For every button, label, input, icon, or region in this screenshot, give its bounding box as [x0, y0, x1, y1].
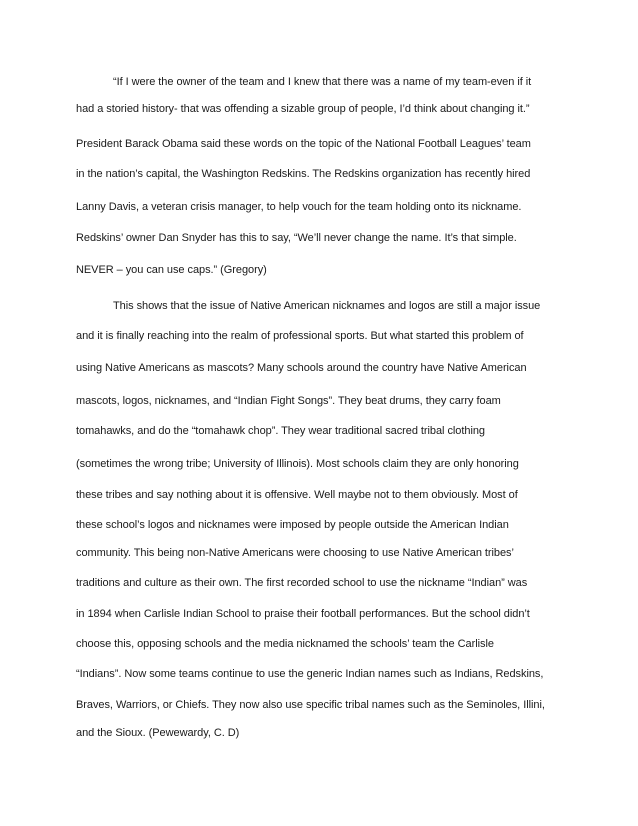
paragraph-2-line-15: and the Sioux. (Pewewardy, C. D) — [76, 727, 240, 739]
paragraph-1-line-5: Lanny Davis, a veteran crisis manager, to help vouch for the team holding onto its nickname. — [76, 201, 522, 213]
paragraph-2-line-4: mascots, logos, nicknames, and “Indian Fight Songs”. They beat drums, they carry foam — [76, 395, 501, 407]
paragraph-1-line-4: in the nation’s capital, the Washington Redskins. The Redskins organization has recently hired — [76, 168, 531, 180]
paragraph-2-line-5: tomahawks, and do the “tomahawk chop”. They wear traditional sacred tribal clothing — [76, 425, 485, 437]
paragraph-2-line-10: traditions and culture as their own. The first recorded school to use the nickname “Indian” was — [76, 577, 528, 589]
paragraph-2-line-7: these tribes and say nothing about it is offensive. Well maybe not to them obviously. Most of — [76, 489, 518, 501]
paragraph-1-line-6: Redskins’ owner Dan Snyder has this to say, “We’ll never change the name. It’s that simple. — [76, 232, 517, 244]
paragraph-2-line-6: (sometimes the wrong tribe; University of Illinois). Most schools claim they are only honoring — [76, 458, 519, 470]
paragraph-2-line-3: using Native Americans as mascots? Many schools around the country have Native American — [76, 362, 527, 374]
paragraph-2-line-14: Braves, Warriors, or Chiefs. They now also use specific tribal names such as the Seminoles, Illini, — [76, 699, 545, 711]
paragraph-2-line-2: and it is finally reaching into the realm of professional sports. But what started this problem of — [76, 330, 524, 342]
paragraph-2-line-8: these school’s logos and nicknames were imposed by people outside the American Indian — [76, 519, 509, 531]
paragraph-1-line-7: NEVER – you can use caps.” (Gregory) — [76, 264, 267, 276]
paragraph-1-line-1: “If I were the owner of the team and I knew that there was a name of my team-even if it — [113, 76, 532, 88]
paragraph-2-line-11: in 1894 when Carlisle Indian School to praise their football performances. But the school didn’t — [76, 608, 530, 620]
paragraph-2-line-12: choose this, opposing schools and the media nicknamed the schools’ team the Carlisle — [76, 638, 494, 650]
paragraph-1-line-2: had a storied history- that was offending a sizable group of people, I’d think about changing it.” — [76, 103, 530, 115]
paragraph-2-line-1: This shows that the issue of Native American nicknames and logos are still a major issue — [113, 300, 541, 312]
paragraph-2-line-13: “Indians”. Now some teams continue to use the generic Indian names such as Indians, Redskins, — [76, 668, 544, 680]
paragraph-1-line-3: President Barack Obama said these words on the topic of the National Football Leagues’ team — [76, 138, 531, 150]
paragraph-2-line-9: community. This being non-Native Americans were choosing to use Native American tribes’ — [76, 547, 514, 559]
